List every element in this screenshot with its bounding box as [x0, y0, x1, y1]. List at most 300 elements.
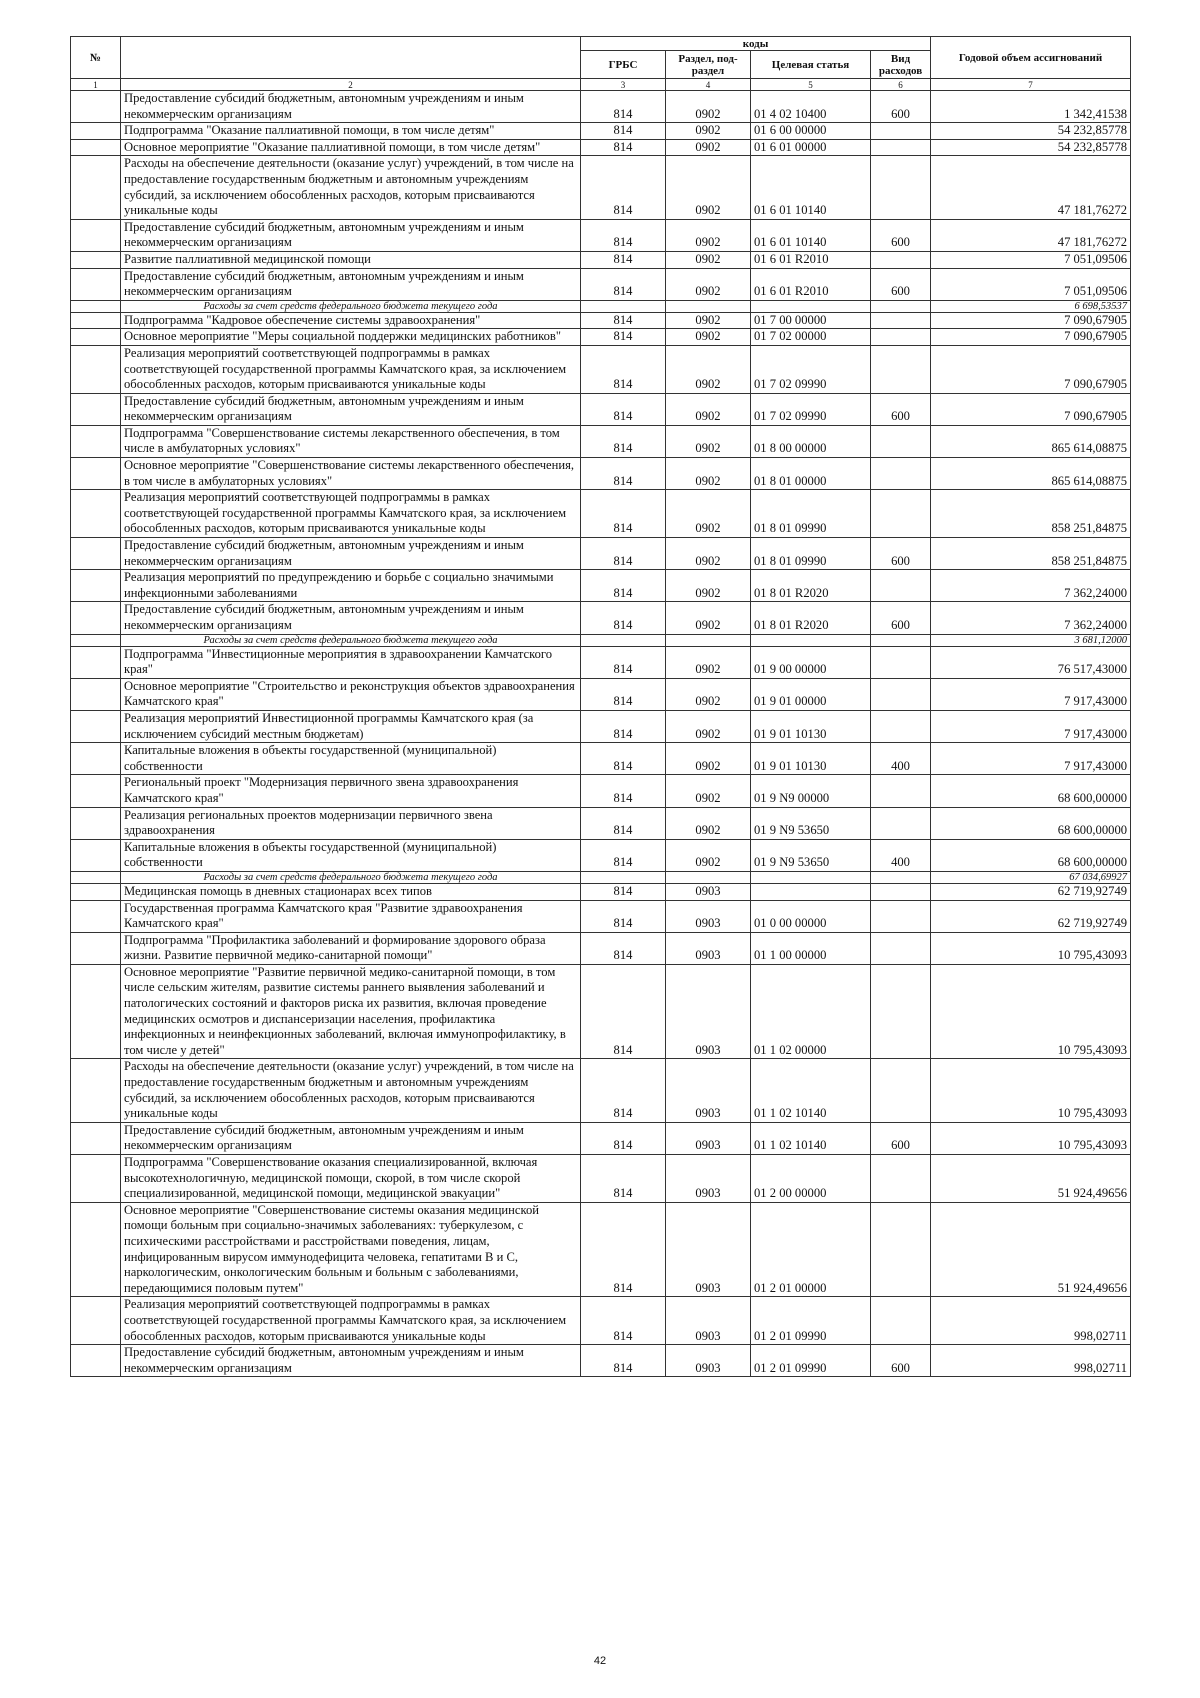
row-name-cell: Реализация мероприятий Инвестиционной программы Камчатского края (за исключением субсидий местным бюджетам): [121, 710, 581, 742]
row-target-cell: 01 4 02 10400: [751, 91, 871, 123]
row-number-cell: [71, 775, 121, 807]
table-row: [71, 268, 1131, 300]
row-name-cell: Предоставление субсидий бюджетным, автономным учреждениям и иным некоммерческим организациям: [121, 268, 581, 300]
table-row: [71, 743, 1131, 775]
header-celevaya: Целевая статья: [751, 51, 871, 79]
row-razdel-cell: 0902: [666, 91, 751, 123]
row-target-cell: 01 6 01 00000: [751, 139, 871, 156]
table-body: [71, 91, 1131, 1377]
row-grbs-cell: 814: [581, 743, 666, 775]
row-amount-cell: 51 924,49656: [931, 1155, 1131, 1203]
row-name-cell: Основное мероприятие "Развитие первичной медико-санитарной помощи, в том числе сельским жителям, развитие системы раннего выявления заболеваний и патологических состояний и факторов риска их развития, включая проведение медицинских осмотров и диспансеризации населения, профилактика инфекционных и неинфекционных заболеваний, включая иммунопрофилактику, в том числе у детей": [121, 964, 581, 1059]
table-header: [71, 37, 1131, 91]
row-expense-type-cell: [871, 300, 931, 312]
row-target-cell: 01 2 00 00000: [751, 1155, 871, 1203]
row-grbs-cell: 814: [581, 570, 666, 602]
col-number: 7: [931, 79, 1131, 91]
table-row: [71, 393, 1131, 425]
row-razdel-cell: 0903: [666, 900, 751, 932]
row-razdel-cell: 0902: [666, 123, 751, 140]
row-razdel-cell: 0902: [666, 458, 751, 490]
row-name-cell: Государственная программа Камчатского края "Развитие здравоохранения Камчатского края": [121, 900, 581, 932]
row-target-cell: 01 1 02 00000: [751, 964, 871, 1059]
row-expense-type-cell: [871, 900, 931, 932]
row-amount-cell: 10 795,43093: [931, 964, 1131, 1059]
row-amount-cell: 7 917,43000: [931, 678, 1131, 710]
row-amount-cell: 10 795,43093: [931, 1122, 1131, 1154]
table-row: [71, 329, 1131, 346]
row-number-cell: [71, 251, 121, 268]
row-amount-cell: 998,02711: [931, 1345, 1131, 1377]
row-target-cell: 01 9 00 00000: [751, 646, 871, 678]
row-razdel-cell: 0903: [666, 1122, 751, 1154]
row-number-cell: [71, 268, 121, 300]
table-row: [71, 900, 1131, 932]
row-target-cell: 01 9 01 10130: [751, 743, 871, 775]
row-name-cell: Основное мероприятие "Совершенствование системы оказания медицинской помощи больным при социально-значимых заболеваниях: туберкулезом, с психическими расстройствами и расстройствами поведения, лицам, инфицированным вирусом иммунодефицита человека, гепатитами B и C, наркологическим, онкологическим больным и больным с заболеваниями, передающимися половым путем": [121, 1202, 581, 1297]
row-target-cell: 01 1 00 00000: [751, 932, 871, 964]
row-grbs-cell: 814: [581, 268, 666, 300]
table-row: [71, 775, 1131, 807]
row-expense-type-cell: [871, 458, 931, 490]
table-row: [71, 1345, 1131, 1377]
row-target-cell: 01 9 N9 00000: [751, 775, 871, 807]
row-razdel-cell: 0902: [666, 312, 751, 329]
row-expense-type-cell: [871, 123, 931, 140]
table-row: [71, 883, 1131, 900]
row-grbs-cell: 814: [581, 123, 666, 140]
col-number: 4: [666, 79, 751, 91]
row-grbs-cell: 814: [581, 1297, 666, 1345]
row-amount-cell: 858 251,84875: [931, 490, 1131, 538]
row-amount-cell: 3 681,12000: [931, 634, 1131, 646]
row-razdel-cell: 0903: [666, 932, 751, 964]
row-amount-cell: 865 614,08875: [931, 458, 1131, 490]
row-expense-type-cell: [871, 156, 931, 219]
col-number: 2: [121, 79, 581, 91]
header-razdel: Раздел, под-раздел: [666, 51, 751, 79]
row-expense-type-cell: 600: [871, 91, 931, 123]
row-razdel-cell: 0902: [666, 329, 751, 346]
row-razdel-cell: 0902: [666, 570, 751, 602]
row-number-cell: [71, 139, 121, 156]
header-number: №: [71, 37, 121, 79]
row-target-cell: 01 9 N9 53650: [751, 839, 871, 871]
row-expense-type-cell: [871, 678, 931, 710]
row-number-cell: [71, 602, 121, 634]
table-row: [71, 538, 1131, 570]
row-name-cell: Капитальные вложения в объекты государственной (муниципальной) собственности: [121, 839, 581, 871]
row-amount-cell: 62 719,92749: [931, 900, 1131, 932]
col-number: 5: [751, 79, 871, 91]
row-expense-type-cell: [871, 490, 931, 538]
row-target-cell: 01 6 01 R2010: [751, 268, 871, 300]
row-number-cell: [71, 1345, 121, 1377]
table-row: [71, 425, 1131, 457]
row-number-cell: [71, 1122, 121, 1154]
row-expense-type-cell: [871, 871, 931, 883]
row-amount-cell: 858 251,84875: [931, 538, 1131, 570]
row-expense-type-cell: [871, 883, 931, 900]
row-target-cell: 01 2 01 00000: [751, 1202, 871, 1297]
row-expense-type-cell: 400: [871, 839, 931, 871]
row-number-cell: [71, 345, 121, 393]
row-grbs-cell: 814: [581, 1202, 666, 1297]
column-numbers-row: [71, 79, 1131, 91]
row-expense-type-cell: [871, 1202, 931, 1297]
row-expense-type-cell: [871, 1297, 931, 1345]
row-expense-type-cell: [871, 425, 931, 457]
header-annual: Годовой объем ассигнований: [931, 37, 1131, 79]
table-row: [71, 91, 1131, 123]
row-expense-type-cell: [871, 345, 931, 393]
row-grbs-cell: 814: [581, 345, 666, 393]
table-row: [71, 1202, 1131, 1297]
row-target-cell: 01 8 01 R2020: [751, 570, 871, 602]
row-grbs-cell: 814: [581, 219, 666, 251]
row-target-cell: 01 8 01 09990: [751, 538, 871, 570]
row-amount-cell: 7 362,24000: [931, 570, 1131, 602]
row-target-cell: 01 8 00 00000: [751, 425, 871, 457]
row-name-cell: Подпрограмма "Совершенствование оказания специализированной, включая высокотехнологичную, медицинской помощи, скорой, в том числе скорой специализированной, медицинской помощи, медицинской эвакуации": [121, 1155, 581, 1203]
row-number-cell: [71, 219, 121, 251]
row-grbs-cell: 814: [581, 1122, 666, 1154]
col-number: 6: [871, 79, 931, 91]
federal-budget-row: [71, 871, 1131, 883]
row-amount-cell: 76 517,43000: [931, 646, 1131, 678]
row-amount-cell: 47 181,76272: [931, 219, 1131, 251]
row-amount-cell: 7 917,43000: [931, 743, 1131, 775]
row-grbs-cell: 814: [581, 425, 666, 457]
row-name-cell: Расходы за счет средств федерального бюджета текущего года: [121, 634, 581, 646]
row-name-cell: Медицинская помощь в дневных стационарах всех типов: [121, 883, 581, 900]
table-row: [71, 1122, 1131, 1154]
row-number-cell: [71, 123, 121, 140]
row-amount-cell: 51 924,49656: [931, 1202, 1131, 1297]
row-target-cell: 01 7 02 09990: [751, 345, 871, 393]
row-razdel-cell: 0902: [666, 219, 751, 251]
row-name-cell: Предоставление субсидий бюджетным, автономным учреждениям и иным некоммерческим организациям: [121, 538, 581, 570]
row-razdel-cell: 0902: [666, 139, 751, 156]
row-razdel-cell: 0902: [666, 538, 751, 570]
row-number-cell: [71, 300, 121, 312]
row-amount-cell: 7 090,67905: [931, 345, 1131, 393]
row-number-cell: [71, 964, 121, 1059]
row-number-cell: [71, 807, 121, 839]
row-number-cell: [71, 634, 121, 646]
row-number-cell: [71, 312, 121, 329]
row-amount-cell: 68 600,00000: [931, 807, 1131, 839]
table-row: [71, 839, 1131, 871]
row-name-cell: Основное мероприятие "Совершенствование системы лекарственного обеспечения, в том числе в амбулаторных условиях": [121, 458, 581, 490]
row-grbs-cell: 814: [581, 900, 666, 932]
row-name-cell: Развитие паллиативной медицинской помощи: [121, 251, 581, 268]
row-grbs-cell: 814: [581, 602, 666, 634]
table-row: [71, 139, 1131, 156]
row-razdel-cell: 0902: [666, 839, 751, 871]
row-amount-cell: 54 232,85778: [931, 139, 1131, 156]
row-expense-type-cell: 400: [871, 743, 931, 775]
row-number-cell: [71, 393, 121, 425]
table-row: [71, 156, 1131, 219]
row-amount-cell: 7 090,67905: [931, 393, 1131, 425]
row-razdel-cell: 0902: [666, 646, 751, 678]
row-amount-cell: 54 232,85778: [931, 123, 1131, 140]
table-row: [71, 710, 1131, 742]
row-expense-type-cell: [871, 964, 931, 1059]
row-razdel-cell: 0902: [666, 268, 751, 300]
row-amount-cell: 7 051,09506: [931, 251, 1131, 268]
row-target-cell: 01 1 02 10140: [751, 1059, 871, 1122]
row-grbs-cell: 814: [581, 775, 666, 807]
row-amount-cell: 865 614,08875: [931, 425, 1131, 457]
row-razdel-cell: 0902: [666, 775, 751, 807]
col-number: 3: [581, 79, 666, 91]
row-razdel-cell: 0902: [666, 710, 751, 742]
row-target-cell: 01 1 02 10140: [751, 1122, 871, 1154]
federal-budget-row: [71, 634, 1131, 646]
row-name-cell: Предоставление субсидий бюджетным, автономным учреждениям и иным некоммерческим организациям: [121, 1122, 581, 1154]
row-amount-cell: 1 342,41538: [931, 91, 1131, 123]
table-row: [71, 1059, 1131, 1122]
row-expense-type-cell: [871, 251, 931, 268]
row-razdel-cell: 0903: [666, 883, 751, 900]
row-expense-type-cell: [871, 807, 931, 839]
row-number-cell: [71, 570, 121, 602]
row-name-cell: Предоставление субсидий бюджетным, автономным учреждениям и иным некоммерческим организациям: [121, 602, 581, 634]
budget-table: [70, 36, 1131, 1377]
row-name-cell: Расходы за счет средств федерального бюджета текущего года: [121, 871, 581, 883]
row-name-cell: Предоставление субсидий бюджетным, автономным учреждениям и иным некоммерческим организациям: [121, 91, 581, 123]
row-razdel-cell: [666, 300, 751, 312]
row-target-cell: 01 8 01 R2020: [751, 602, 871, 634]
table-row: [71, 964, 1131, 1059]
row-target-cell: 01 8 01 00000: [751, 458, 871, 490]
row-number-cell: [71, 678, 121, 710]
row-number-cell: [71, 900, 121, 932]
row-name-cell: Реализация мероприятий соответствующей подпрограммы в рамках соответствующей государственной программы Камчатского края, за исключением обособленных расходов, которым присваиваются уникальные коды: [121, 345, 581, 393]
table-row: [71, 345, 1131, 393]
row-number-cell: [71, 91, 121, 123]
row-grbs-cell: 814: [581, 139, 666, 156]
row-target-cell: [751, 634, 871, 646]
row-amount-cell: 7 051,09506: [931, 268, 1131, 300]
row-expense-type-cell: [871, 1155, 931, 1203]
row-expense-type-cell: [871, 634, 931, 646]
row-target-cell: [751, 300, 871, 312]
row-target-cell: 01 7 02 00000: [751, 329, 871, 346]
row-expense-type-cell: 600: [871, 602, 931, 634]
row-target-cell: 01 8 01 09990: [751, 490, 871, 538]
table-row: [71, 1155, 1131, 1203]
row-target-cell: 01 6 01 R2010: [751, 251, 871, 268]
row-grbs-cell: [581, 300, 666, 312]
row-expense-type-cell: [871, 570, 931, 602]
row-expense-type-cell: 600: [871, 393, 931, 425]
row-name-cell: Предоставление субсидий бюджетным, автономным учреждениям и иным некоммерческим организациям: [121, 1345, 581, 1377]
header-codes: коды: [581, 37, 931, 51]
row-name-cell: Основное мероприятие "Меры социальной поддержки медицинских работников": [121, 329, 581, 346]
row-name-cell: Подпрограмма "Кадровое обеспечение системы здравоохранения": [121, 312, 581, 329]
row-grbs-cell: 814: [581, 458, 666, 490]
row-razdel-cell: 0902: [666, 345, 751, 393]
row-expense-type-cell: [871, 312, 931, 329]
row-number-cell: [71, 538, 121, 570]
header-grbs: ГРБС: [581, 51, 666, 79]
row-name-cell: Реализация мероприятий соответствующей подпрограммы в рамках соответствующей государственной программы Камчатского края, за исключением обособленных расходов, которым присваиваются уникальные коды: [121, 490, 581, 538]
row-grbs-cell: 814: [581, 1155, 666, 1203]
row-target-cell: [751, 871, 871, 883]
row-target-cell: 01 6 00 00000: [751, 123, 871, 140]
row-razdel-cell: 0902: [666, 425, 751, 457]
row-number-cell: [71, 1202, 121, 1297]
row-expense-type-cell: 600: [871, 1122, 931, 1154]
row-number-cell: [71, 646, 121, 678]
row-amount-cell: 998,02711: [931, 1297, 1131, 1345]
row-razdel-cell: 0902: [666, 490, 751, 538]
table-row: [71, 570, 1131, 602]
row-grbs-cell: 814: [581, 490, 666, 538]
table-row: [71, 458, 1131, 490]
table-row: [71, 932, 1131, 964]
row-name-cell: Капитальные вложения в объекты государственной (муниципальной) собственности: [121, 743, 581, 775]
row-expense-type-cell: [871, 1059, 931, 1122]
row-target-cell: 01 0 00 00000: [751, 900, 871, 932]
header-vid: Вид расходов: [871, 51, 931, 79]
row-grbs-cell: 814: [581, 807, 666, 839]
row-grbs-cell: 814: [581, 839, 666, 871]
row-name-cell: Подпрограмма "Инвестиционные мероприятия в здравоохранении Камчатского края": [121, 646, 581, 678]
row-grbs-cell: 814: [581, 538, 666, 570]
row-number-cell: [71, 1059, 121, 1122]
row-amount-cell: 7 090,67905: [931, 312, 1131, 329]
row-name-cell: Подпрограмма "Совершенствование системы лекарственного обеспечения, в том числе в амбулаторных условиях": [121, 425, 581, 457]
row-grbs-cell: 814: [581, 932, 666, 964]
row-grbs-cell: [581, 634, 666, 646]
header-name: [121, 37, 581, 79]
row-name-cell: Предоставление субсидий бюджетным, автономным учреждениям и иным некоммерческим организациям: [121, 219, 581, 251]
row-target-cell: 01 7 00 00000: [751, 312, 871, 329]
row-expense-type-cell: 600: [871, 268, 931, 300]
row-razdel-cell: 0903: [666, 1345, 751, 1377]
row-target-cell: 01 6 01 10140: [751, 156, 871, 219]
row-amount-cell: 68 600,00000: [931, 839, 1131, 871]
row-number-cell: [71, 156, 121, 219]
row-number-cell: [71, 883, 121, 900]
row-grbs-cell: [581, 871, 666, 883]
row-grbs-cell: 814: [581, 964, 666, 1059]
row-name-cell: Расходы за счет средств федерального бюджета текущего года: [121, 300, 581, 312]
row-expense-type-cell: [871, 775, 931, 807]
federal-budget-row: [71, 300, 1131, 312]
row-razdel-cell: 0902: [666, 393, 751, 425]
row-expense-type-cell: [871, 329, 931, 346]
table-row: [71, 807, 1131, 839]
row-razdel-cell: 0902: [666, 807, 751, 839]
row-razdel-cell: 0903: [666, 1059, 751, 1122]
row-razdel-cell: 0902: [666, 602, 751, 634]
table-row: [71, 1297, 1131, 1345]
row-grbs-cell: 814: [581, 883, 666, 900]
row-razdel-cell: 0903: [666, 964, 751, 1059]
row-number-cell: [71, 425, 121, 457]
table-row: [71, 602, 1131, 634]
row-name-cell: Расходы на обеспечение деятельности (оказание услуг) учреждений, в том числе на предоставление государственным бюджетным и автономным учреждениям субсидий, за исключением обособленных расходов, которым присваиваются уникальные коды: [121, 156, 581, 219]
row-target-cell: 01 2 01 09990: [751, 1297, 871, 1345]
row-name-cell: Реализация мероприятий соответствующей подпрограммы в рамках соответствующей государственной программы Камчатского края, за исключением обособленных расходов, которым присваиваются уникальные коды: [121, 1297, 581, 1345]
row-name-cell: Предоставление субсидий бюджетным, автономным учреждениям и иным некоммерческим организациям: [121, 393, 581, 425]
row-grbs-cell: 814: [581, 393, 666, 425]
row-target-cell: 01 2 01 09990: [751, 1345, 871, 1377]
row-expense-type-cell: [871, 139, 931, 156]
row-amount-cell: 7 917,43000: [931, 710, 1131, 742]
row-razdel-cell: [666, 871, 751, 883]
row-name-cell: Основное мероприятие "Оказание паллиативной помощи, в том числе детям": [121, 139, 581, 156]
row-expense-type-cell: 600: [871, 219, 931, 251]
row-grbs-cell: 814: [581, 678, 666, 710]
row-name-cell: Региональный проект "Модернизация первичного звена здравоохранения Камчатского края": [121, 775, 581, 807]
row-target-cell: 01 9 01 00000: [751, 678, 871, 710]
row-razdel-cell: 0903: [666, 1297, 751, 1345]
row-number-cell: [71, 458, 121, 490]
row-razdel-cell: 0902: [666, 156, 751, 219]
table-row: [71, 312, 1131, 329]
row-grbs-cell: 814: [581, 312, 666, 329]
row-amount-cell: 10 795,43093: [931, 1059, 1131, 1122]
row-target-cell: [751, 883, 871, 900]
row-amount-cell: 6 698,53537: [931, 300, 1131, 312]
row-number-cell: [71, 1297, 121, 1345]
row-expense-type-cell: [871, 646, 931, 678]
row-name-cell: Реализация мероприятий по предупреждению и борьбе с социально значимыми инфекционными заболеваниями: [121, 570, 581, 602]
row-grbs-cell: 814: [581, 329, 666, 346]
row-name-cell: Реализация региональных проектов модернизации первичного звена здравоохранения: [121, 807, 581, 839]
row-number-cell: [71, 490, 121, 538]
row-number-cell: [71, 743, 121, 775]
row-razdel-cell: 0902: [666, 678, 751, 710]
page-number: 42: [593, 1655, 607, 1667]
row-amount-cell: 7 362,24000: [931, 602, 1131, 634]
row-grbs-cell: 814: [581, 646, 666, 678]
row-expense-type-cell: [871, 710, 931, 742]
row-razdel-cell: 0903: [666, 1202, 751, 1297]
row-expense-type-cell: 600: [871, 1345, 931, 1377]
row-target-cell: 01 7 02 09990: [751, 393, 871, 425]
row-razdel-cell: 0903: [666, 1155, 751, 1203]
row-name-cell: Основное мероприятие "Строительство и реконструкция объектов здравоохранения Камчатского края": [121, 678, 581, 710]
row-grbs-cell: 814: [581, 251, 666, 268]
table-row: [71, 123, 1131, 140]
row-amount-cell: 67 034,69927: [931, 871, 1131, 883]
row-razdel-cell: 0902: [666, 251, 751, 268]
table-row: [71, 490, 1131, 538]
row-amount-cell: 47 181,76272: [931, 156, 1131, 219]
row-expense-type-cell: [871, 932, 931, 964]
row-target-cell: 01 9 01 10130: [751, 710, 871, 742]
row-name-cell: Подпрограмма "Оказание паллиативной помощи, в том числе детям": [121, 123, 581, 140]
row-name-cell: Подпрограмма "Профилактика заболеваний и формирование здорового образа жизни. Развитие первичной медико-санитарной помощи": [121, 932, 581, 964]
row-grbs-cell: 814: [581, 1059, 666, 1122]
row-amount-cell: 7 090,67905: [931, 329, 1131, 346]
row-number-cell: [71, 710, 121, 742]
row-grbs-cell: 814: [581, 710, 666, 742]
row-number-cell: [71, 329, 121, 346]
row-razdel-cell: 0902: [666, 743, 751, 775]
row-expense-type-cell: 600: [871, 538, 931, 570]
table-row: [71, 251, 1131, 268]
row-amount-cell: 68 600,00000: [931, 775, 1131, 807]
table-row: [71, 646, 1131, 678]
